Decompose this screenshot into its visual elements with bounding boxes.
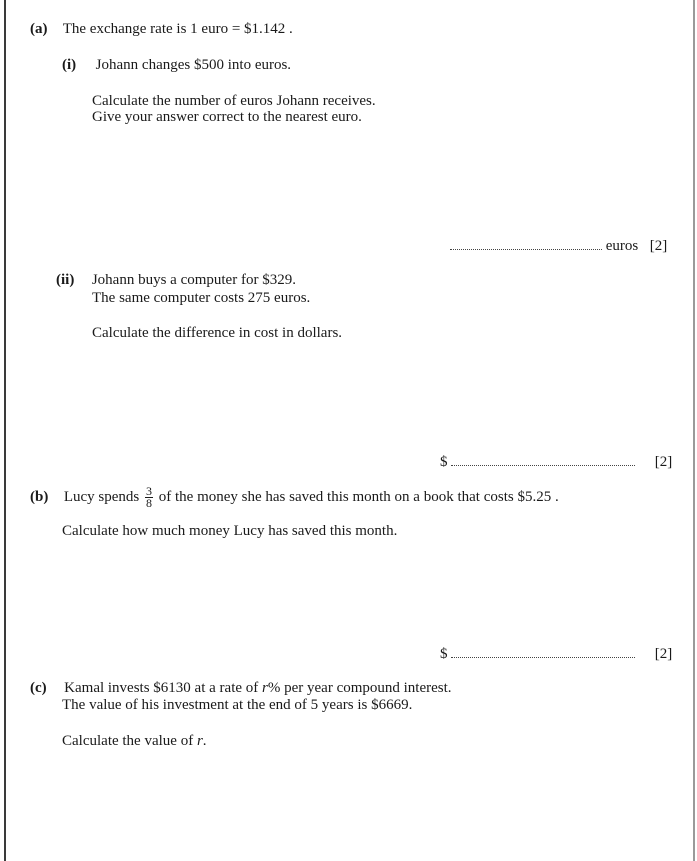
part-b-instruction: Calculate how much money Lucy has saved this month. [62,523,398,539]
dollar-prefix-b: $ [440,646,448,662]
marks-a-i: [2] [649,238,668,254]
part-a-i-text: Johann changes $500 into euros. [95,57,292,73]
fraction-denominator: 8 [146,496,152,510]
question-c [30,679,452,697]
page-border-left [4,0,6,861]
part-a-text: The exchange rate is 1 euro = $1.142 . [62,21,293,37]
part-c-instruction-after: . [202,733,207,749]
part-a-ii-text-1: Johann buys a computer for $329. [91,272,296,288]
part-c-instruction-before: Calculate the value of [62,733,197,749]
part-a-ii-text-2: The same computer costs 275 euros. [92,290,311,306]
question-a [30,20,293,38]
question-a-i [62,56,291,74]
part-c-text-1-before: Kamal invests $6130 at a rate of [64,680,263,696]
answer-space-a-i[interactable] [450,239,602,250]
part-b-text-before: Lucy spends [63,488,140,505]
part-a-i-label: (i) [62,57,77,73]
part-c-instruction [62,732,207,750]
answer-space-a-ii[interactable] [451,455,635,466]
part-b-text-after: of the money she has saved this month on a book that costs $5.25 . [158,488,559,505]
answer-line-a-ii [440,453,672,471]
part-c-text-2: The value of his investment at the end of 5 years is $6669. [62,697,413,713]
part-b-label: (b) [30,488,49,505]
fraction-numerator: 3 [146,484,152,498]
answer-line-a-i [450,237,667,255]
part-a-ii-label: (ii) [56,272,75,288]
question-a-ii [56,271,296,289]
part-c-label: (c) [30,680,47,696]
part-a-i-instruction-2: Give your answer correct to the nearest euro. [92,109,362,125]
dollar-prefix-a-ii: $ [440,454,448,470]
part-a-ii-instruction: Calculate the difference in cost in dollars. [92,325,343,341]
answer-line-b [440,645,672,663]
question-b [30,486,559,509]
part-a-label: (a) [30,21,48,37]
instruction-variable-r: r [196,733,203,749]
part-c-text-1-after: % per year compound interest. [267,680,452,696]
answer-unit-euros: euros [605,238,639,254]
marks-a-ii: [2] [654,454,673,470]
part-a-i-instruction-1: Calculate the number of euros Johann receives. [92,93,376,109]
answer-space-b[interactable] [451,647,635,658]
variable-r: r [262,680,268,696]
page-border-right [693,0,695,861]
marks-b: [2] [654,646,673,662]
fraction-three-eighths [145,486,153,509]
